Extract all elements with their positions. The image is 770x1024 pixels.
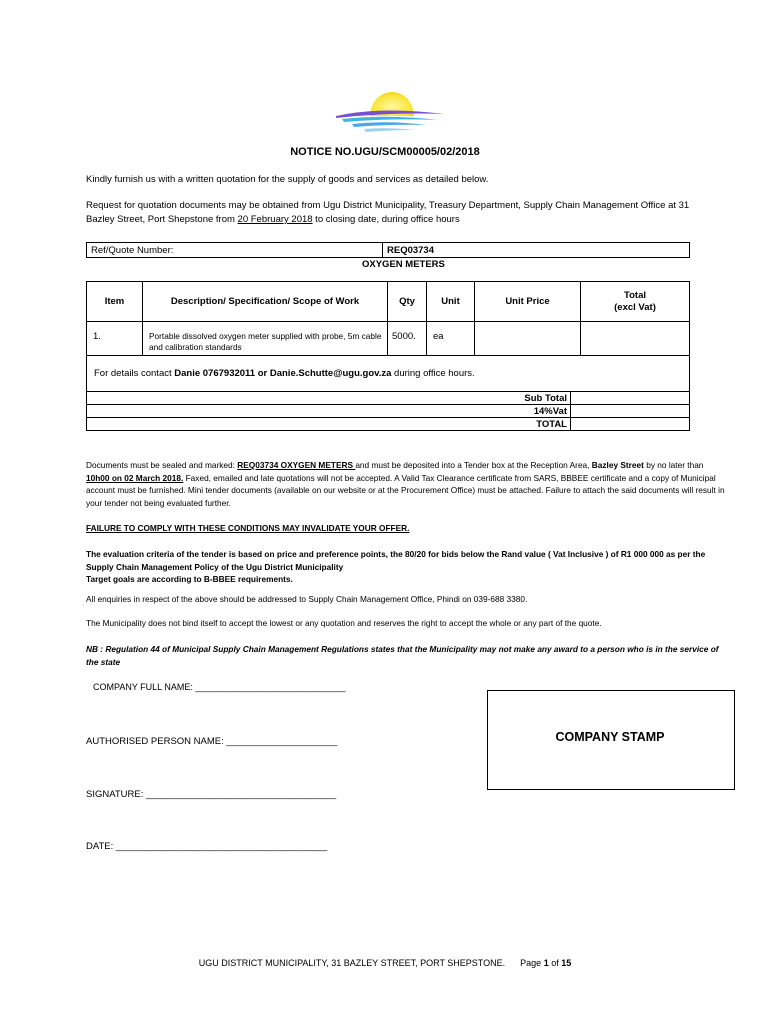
- row-qty: 5000.: [388, 322, 427, 356]
- header-unit: Unit: [427, 282, 475, 322]
- header-item: Item: [87, 282, 143, 322]
- authorised-person-field[interactable]: AUTHORISED PERSON NAME: _____________________: [86, 736, 338, 747]
- company-name-field[interactable]: COMPANY FULL NAME: ______________________________: [93, 682, 346, 692]
- ref-label: Ref/Quote Number:: [87, 243, 383, 258]
- contact-box: [86, 355, 690, 392]
- page-total: 15: [561, 958, 572, 968]
- enquiries-text: All enquiries in respect of the above should be addressed to Supply Chain Management Office, Phindi on 039-688 3380.: [86, 594, 528, 604]
- header-unit-price: Unit Price: [475, 282, 581, 322]
- vat-value: [571, 405, 690, 418]
- company-stamp-label: COMPANY STAMP: [555, 730, 665, 744]
- row-total: [581, 322, 690, 356]
- page-prefix: Page: [520, 958, 544, 968]
- row-unit-price: [475, 322, 581, 356]
- contact-details: Danie 0767932011 or Danie.Schutte@ugu.gov.za: [174, 368, 392, 379]
- totals-table: [86, 391, 690, 431]
- intro-text: Kindly furnish us with a written quotation for the supply of goods and services as detailed below.: [86, 174, 489, 185]
- signature-field[interactable]: SIGNATURE: ____________________________________: [86, 789, 337, 800]
- header-total: Total (excl Vat): [581, 282, 690, 322]
- row-item: 1.: [87, 322, 143, 356]
- row-description: Portable dissolved oxygen meter supplied with probe, 5m cable and calibration standards: [143, 322, 388, 356]
- header-qty: Qty: [388, 282, 427, 322]
- request-text: Request for quotation documents may be obtained from Ugu District Municipality, Treasury Department, Supply Chain Management Office at 31 Bazley Street, Port Shepstone from 20 February 2018 to closing date, during office hours: [86, 200, 690, 225]
- failure-warning: FAILURE TO COMPLY WITH THESE CONDITIONS MAY INVALIDATE YOUR OFFER.: [86, 523, 410, 533]
- footer-address: UGU DISTRICT MUNICIPALITY, 31 BAZLEY STREET, PORT SHEPSTONE.: [198, 958, 506, 968]
- not-bind-text: The Municipality does not bind itself to accept the lowest or any quotation and reserves the right to accept the whole or any part of the quote.: [86, 618, 602, 628]
- sub-total-label: Sub Total: [87, 392, 571, 405]
- documents-text: Documents must be sealed and marked: REQ03734 OXYGEN METERS and must be deposited into a Tender box at the Reception Area, Bazley Street by no later than 10h00 on 02 March 2018. Faxed, emailed and late quotations will not be accepted. A Valid Tax Clearance certificate from SARS, BBBEE certificate and a copy of Municipal account must be furnished. Mini tender documents (available on our website or at the Procurement Office) must be attached. Failure to attach the said documents will result in your tender not being evaluated further.: [86, 460, 725, 508]
- request-date: 20 February 2018: [237, 214, 313, 225]
- items-table: [86, 281, 690, 356]
- evaluation-criteria: The evaluation criteria of the tender is based on price and preference points, the 80/20 for bids below the Rand value ( Vat Inclusive ) of R1 000 000 as per the Supply Chain Management Policy of the Ugu District Municipality Target goals are according to B-BBEE requirements.: [86, 549, 706, 584]
- row-unit: ea: [427, 322, 475, 356]
- ref-value: REQ03734: [383, 243, 690, 258]
- municipality-logo: [330, 80, 450, 136]
- table-row: [87, 322, 690, 356]
- total-label: TOTAL: [87, 418, 571, 431]
- nb-regulation: NB : Regulation 44 of Municipal Supply Chain Management Regulations states that the Municipality may not make any award to a person who is in the service of the state: [86, 644, 719, 667]
- vat-label: 14%Vat: [87, 405, 571, 418]
- table-header-row: [87, 282, 690, 322]
- page-number: 1: [543, 958, 549, 968]
- header-description: Description/ Specification/ Scope of Work: [143, 282, 388, 322]
- sub-total-value: [571, 392, 690, 405]
- total-value: [571, 418, 690, 431]
- page-footer: UGU DISTRICT MUNICIPALITY, 31 BAZLEY STREET, PORT SHEPSTONE. Page 1 of 15: [198, 958, 572, 968]
- date-field[interactable]: DATE: ________________________________________: [86, 841, 328, 852]
- contact-text: For details contact Danie 0767932011 or Danie.Schutte@ugu.gov.za during office hours.: [94, 368, 475, 379]
- section-title: OXYGEN METERS: [362, 259, 445, 270]
- notice-title: NOTICE NO.UGU/SCM00005/02/2018: [290, 146, 480, 158]
- ref-quote-table: [86, 242, 690, 258]
